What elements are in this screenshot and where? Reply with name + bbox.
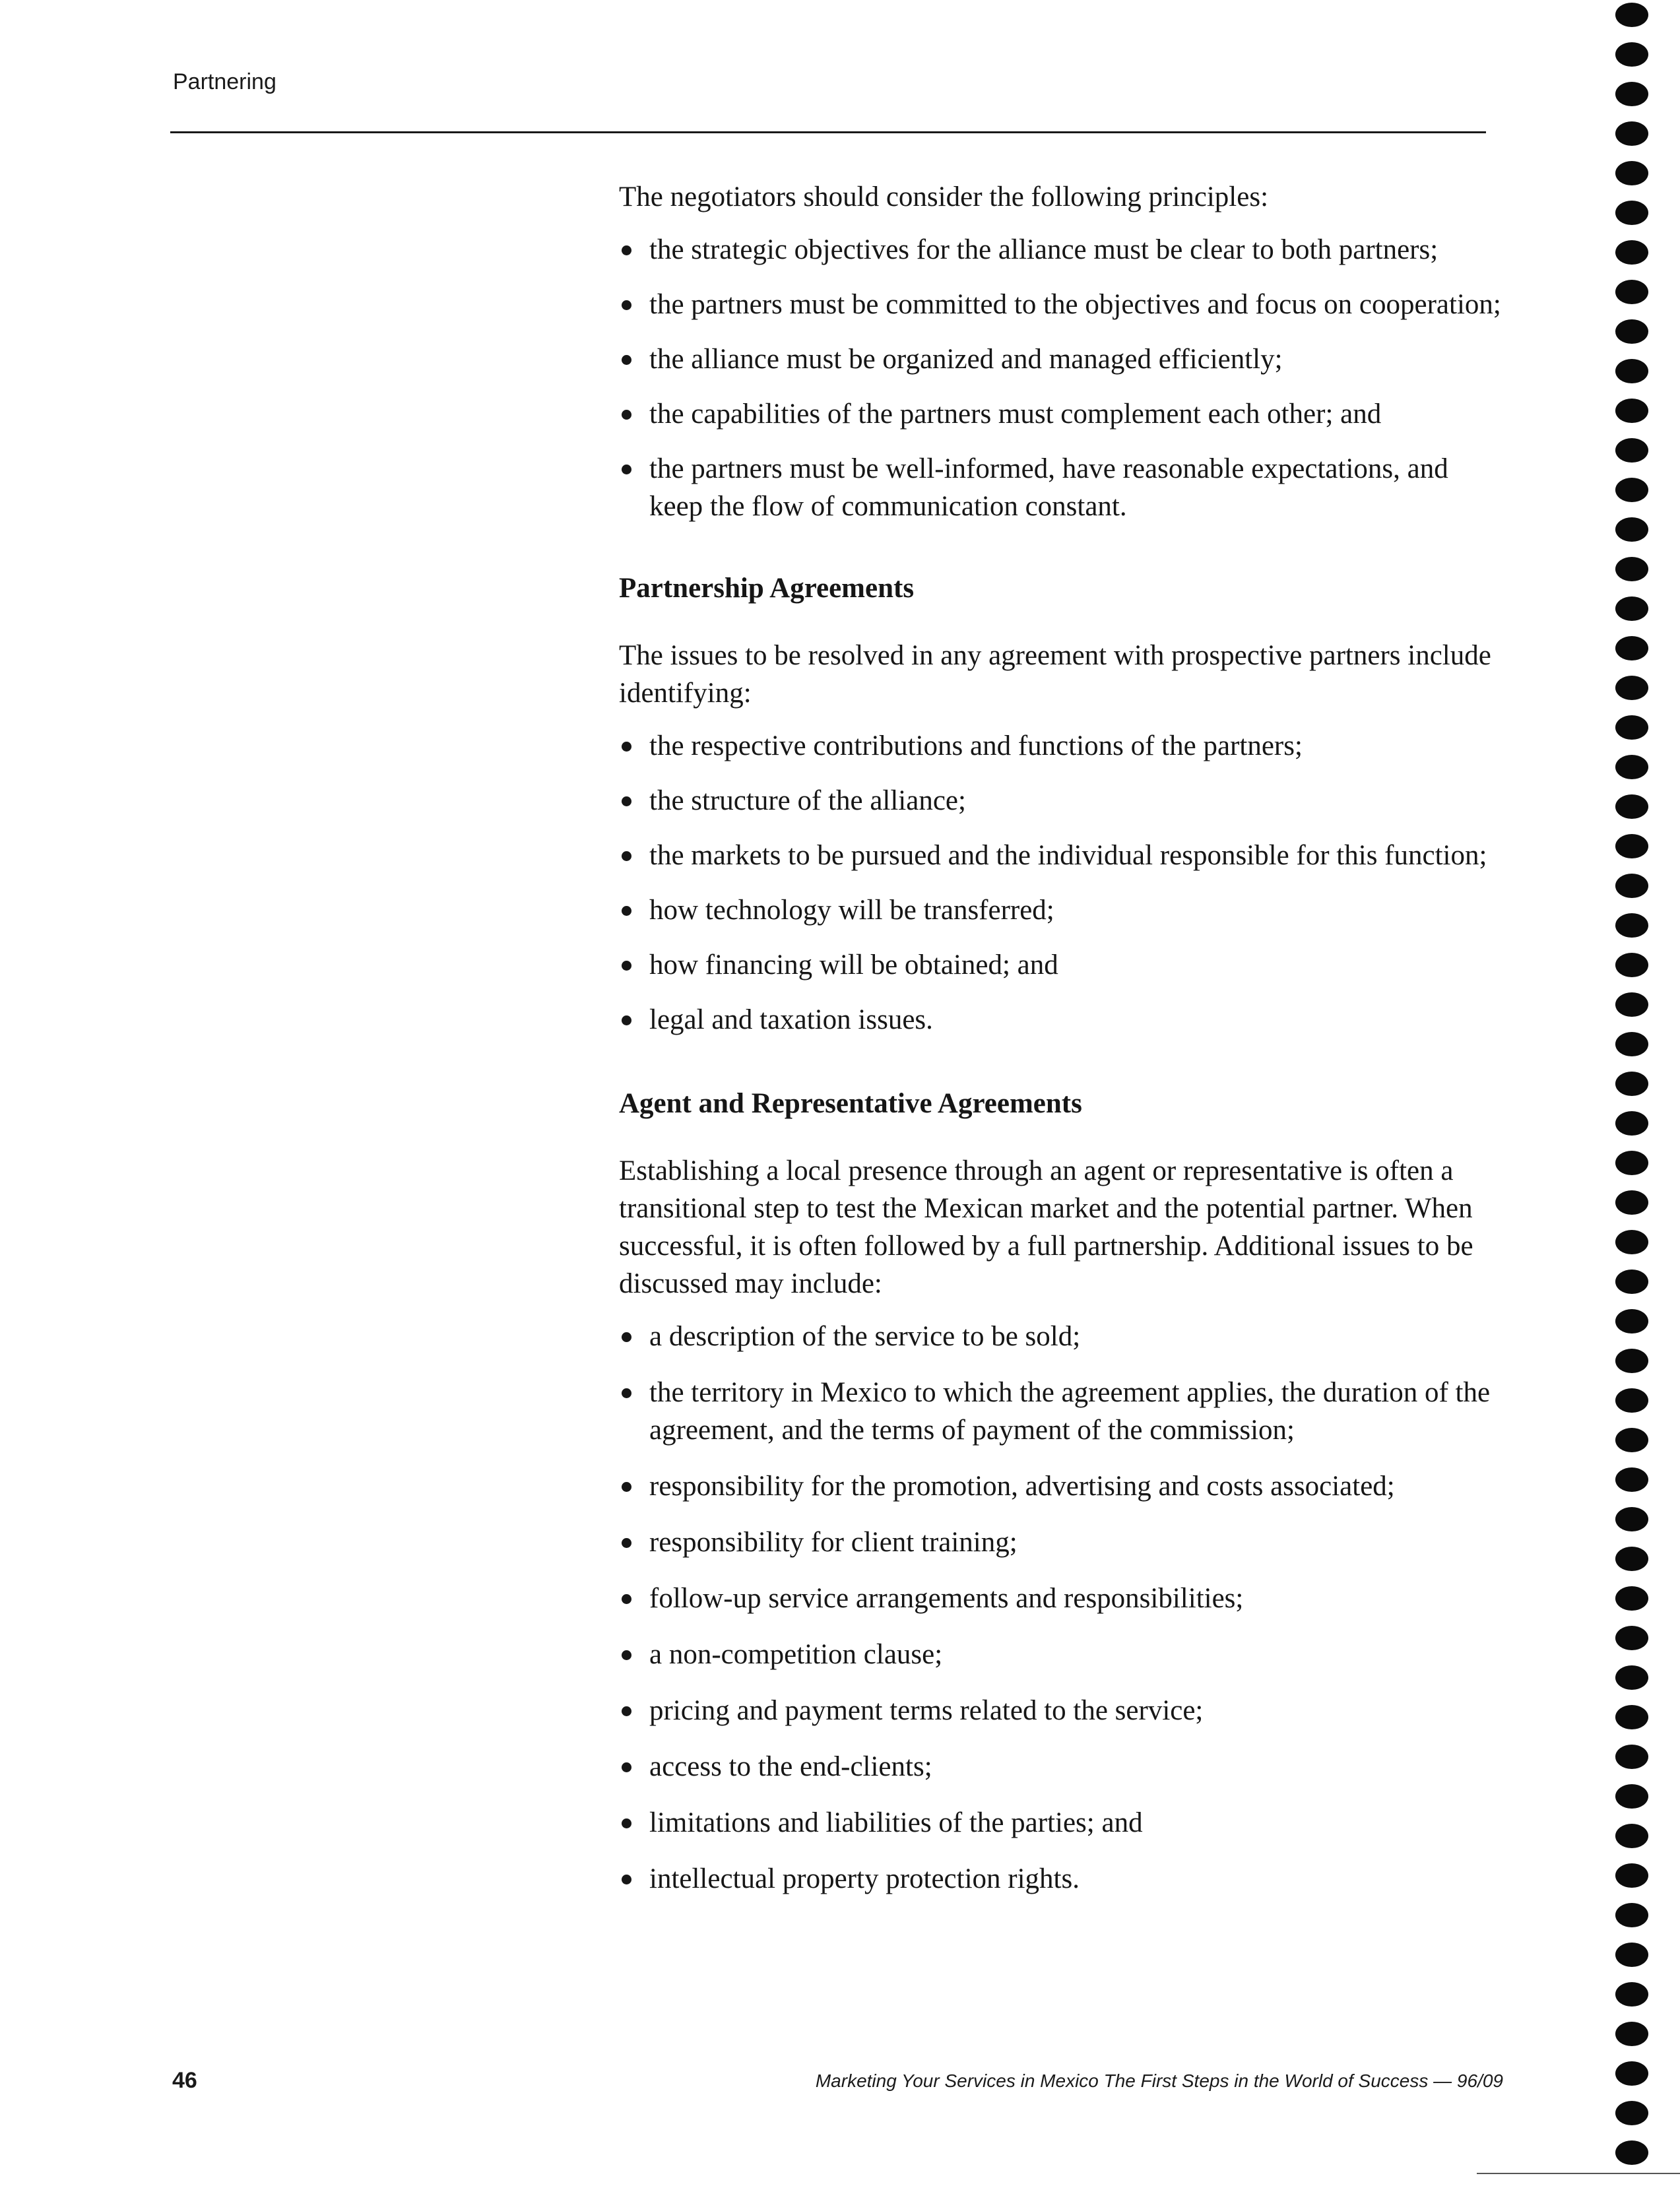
section-paragraph: Establishing a local presence through an agent or representative is often a transitional step to test the Mexican market and the potential partner. When successful, it is often followed by a full partnership. Additional issues to be discussed may include: — [619, 1155, 1473, 1299]
bullet-icon — [622, 410, 631, 420]
list-item — [619, 395, 1503, 433]
list-item-text: the strategic objectives for the alliance must be clear to both partners; — [649, 234, 1438, 265]
bullet-icon — [622, 796, 631, 806]
bullet-icon — [622, 1875, 631, 1884]
bullet-icon — [622, 961, 631, 971]
binding-hole-icon — [1615, 1903, 1648, 1927]
list-item — [619, 946, 1503, 984]
bottom-edge-rule — [1477, 2173, 1680, 2174]
bullet-icon — [622, 1015, 631, 1025]
binding-hole-icon — [1615, 794, 1648, 819]
binding-hole-icon — [1615, 874, 1648, 898]
list-item-text: limitations and liabilities of the parties; and — [649, 1807, 1143, 1838]
binding-hole-icon — [1615, 319, 1648, 344]
binding-hole-icon — [1615, 1428, 1648, 1452]
binding-hole-icon — [1615, 1309, 1648, 1334]
binding-hole-icon — [1615, 399, 1648, 423]
list-item-text: follow-up service arrangements and responsibilities; — [649, 1583, 1244, 1614]
list-item-text: a non-competition clause; — [649, 1639, 943, 1670]
bullet-icon — [622, 300, 631, 310]
binding-hole-icon — [1615, 1586, 1648, 1611]
binding-hole-icon — [1615, 2140, 1648, 2165]
binding-hole-icon — [1615, 1745, 1648, 1769]
list-item-text: responsibility for client training; — [649, 1527, 1018, 1558]
binding-hole-icon — [1615, 596, 1648, 621]
principles-list — [619, 231, 1503, 525]
binding-hole-icon — [1615, 913, 1648, 938]
binding-hole-icon — [1615, 1467, 1648, 1492]
list-item-text: how financing will be obtained; and — [649, 949, 1058, 980]
list-item — [619, 1748, 1503, 1785]
binding-hole-icon — [1615, 1507, 1648, 1531]
binding-hole-icon — [1615, 1626, 1648, 1650]
list-item — [619, 1318, 1503, 1355]
binding-hole-icon — [1615, 1270, 1648, 1294]
list-item-text: the partners must be well-informed, have reasonable expectations, and keep the flow of communication constant. — [649, 453, 1448, 522]
bullet-icon — [622, 1332, 631, 1342]
list-item — [619, 231, 1503, 269]
binding-hole-icon — [1615, 438, 1648, 463]
binding-hole-icon — [1615, 953, 1648, 977]
bullet-icon — [622, 1482, 631, 1492]
list-item-text: intellectual property protection rights. — [649, 1863, 1080, 1894]
bullet-icon — [622, 355, 631, 365]
list-item — [619, 1636, 1503, 1673]
page-content — [619, 178, 1503, 1898]
binding-hole-icon — [1615, 755, 1648, 779]
list-item-text: the partners must be committed to the objectives and focus on cooperation; — [649, 289, 1501, 320]
binding-hole-icon — [1615, 1824, 1648, 1848]
binding-hole-icon — [1615, 3, 1648, 27]
bullet-icon — [622, 465, 631, 474]
list-item-text: the territory in Mexico to which the agreement applies, the duration of the agreement, and the terms of payment of the commission; — [649, 1377, 1491, 1446]
bullet-icon — [622, 1594, 631, 1604]
list-item — [619, 1860, 1503, 1898]
partnership-issues-list — [619, 727, 1503, 1039]
running-header-title: Partnering — [173, 69, 276, 94]
binding-hole-icon — [1615, 1665, 1648, 1690]
binding-hole-icon — [1615, 1190, 1648, 1215]
bullet-icon — [622, 1762, 631, 1772]
binding-hole-icon — [1615, 1943, 1648, 1967]
binding-hole-icon — [1615, 834, 1648, 858]
section-heading-partnership-agreements: Partnership Agreements — [619, 573, 915, 604]
binding-hole-icon — [1615, 121, 1648, 146]
binding-hole-icon — [1615, 676, 1648, 700]
binding-hole-icon — [1615, 1032, 1648, 1056]
list-item — [619, 1580, 1503, 1617]
spiral-binding — [1615, 0, 1650, 2186]
page-number: 46 — [172, 2068, 197, 2093]
list-item-text: the capabilities of the partners must complement each other; and — [649, 399, 1382, 430]
binding-hole-icon — [1615, 1982, 1648, 2007]
bullet-icon — [622, 1706, 631, 1716]
binding-hole-icon — [1615, 636, 1648, 660]
binding-hole-icon — [1615, 992, 1648, 1017]
binding-hole-icon — [1615, 1230, 1648, 1254]
binding-hole-icon — [1615, 201, 1648, 225]
list-item-text: the structure of the alliance; — [649, 785, 966, 816]
binding-hole-icon — [1615, 359, 1648, 383]
bullet-icon — [622, 245, 631, 255]
binding-hole-icon — [1615, 715, 1648, 740]
binding-hole-icon — [1615, 557, 1648, 581]
binding-hole-icon — [1615, 1349, 1648, 1373]
list-item — [619, 727, 1503, 765]
binding-hole-icon — [1615, 2101, 1648, 2125]
list-item-text: the respective contributions and functions of the partners; — [649, 730, 1303, 761]
binding-hole-icon — [1615, 1784, 1648, 1809]
list-item-text: responsibility for the promotion, advertising and costs associated; — [649, 1471, 1395, 1502]
binding-hole-icon — [1615, 1151, 1648, 1175]
list-item — [619, 1804, 1503, 1842]
list-item-text: the alliance must be organized and managed efficiently; — [649, 344, 1283, 375]
list-item-text: access to the end-clients; — [649, 1751, 932, 1782]
bullet-icon — [622, 1818, 631, 1828]
bullet-icon — [622, 742, 631, 752]
header-rule — [170, 131, 1486, 133]
binding-hole-icon — [1615, 240, 1648, 265]
list-item-text: pricing and payment terms related to the service; — [649, 1695, 1204, 1726]
section-heading-agent-agreements: Agent and Representative Agreements — [619, 1088, 1082, 1119]
binding-hole-icon — [1615, 1547, 1648, 1571]
list-item-text: legal and taxation issues. — [649, 1004, 933, 1035]
list-item — [619, 837, 1503, 874]
binding-hole-icon — [1615, 2061, 1648, 2086]
binding-hole-icon — [1615, 1111, 1648, 1136]
list-item — [619, 340, 1503, 378]
binding-hole-icon — [1615, 1072, 1648, 1096]
list-item — [619, 1374, 1503, 1449]
list-item-text: the markets to be pursued and the individual responsible for this function; — [649, 840, 1487, 871]
bullet-icon — [622, 1650, 631, 1660]
binding-hole-icon — [1615, 1388, 1648, 1413]
intro-paragraph: The negotiators should consider the following principles: — [619, 181, 1269, 212]
binding-hole-icon — [1615, 42, 1648, 67]
binding-hole-icon — [1615, 280, 1648, 304]
binding-hole-icon — [1615, 2022, 1648, 2046]
list-item — [619, 891, 1503, 929]
binding-hole-icon — [1615, 82, 1648, 106]
list-item — [619, 782, 1503, 820]
list-item — [619, 1467, 1503, 1505]
list-item — [619, 1001, 1503, 1039]
list-item-text: a description of the service to be sold; — [649, 1321, 1081, 1352]
list-item — [619, 286, 1503, 323]
binding-hole-icon — [1615, 517, 1648, 542]
bullet-icon — [622, 851, 631, 861]
list-item — [619, 1524, 1503, 1561]
agent-issues-list — [619, 1318, 1503, 1898]
binding-hole-icon — [1615, 1705, 1648, 1729]
binding-hole-icon — [1615, 1863, 1648, 1888]
list-item — [619, 1692, 1503, 1729]
list-item — [619, 450, 1503, 525]
bullet-icon — [622, 1538, 631, 1548]
binding-hole-icon — [1615, 161, 1648, 185]
footer-publication-title: Marketing Your Services in Mexico The First Steps in the World of Success — 96/09 — [815, 2071, 1503, 2091]
section-paragraph: The issues to be resolved in any agreement with prospective partners include identifying: — [619, 640, 1491, 709]
binding-hole-icon — [1615, 478, 1648, 502]
bullet-icon — [622, 906, 631, 916]
bullet-icon — [622, 1388, 631, 1398]
list-item-text: how technology will be transferred; — [649, 895, 1054, 926]
